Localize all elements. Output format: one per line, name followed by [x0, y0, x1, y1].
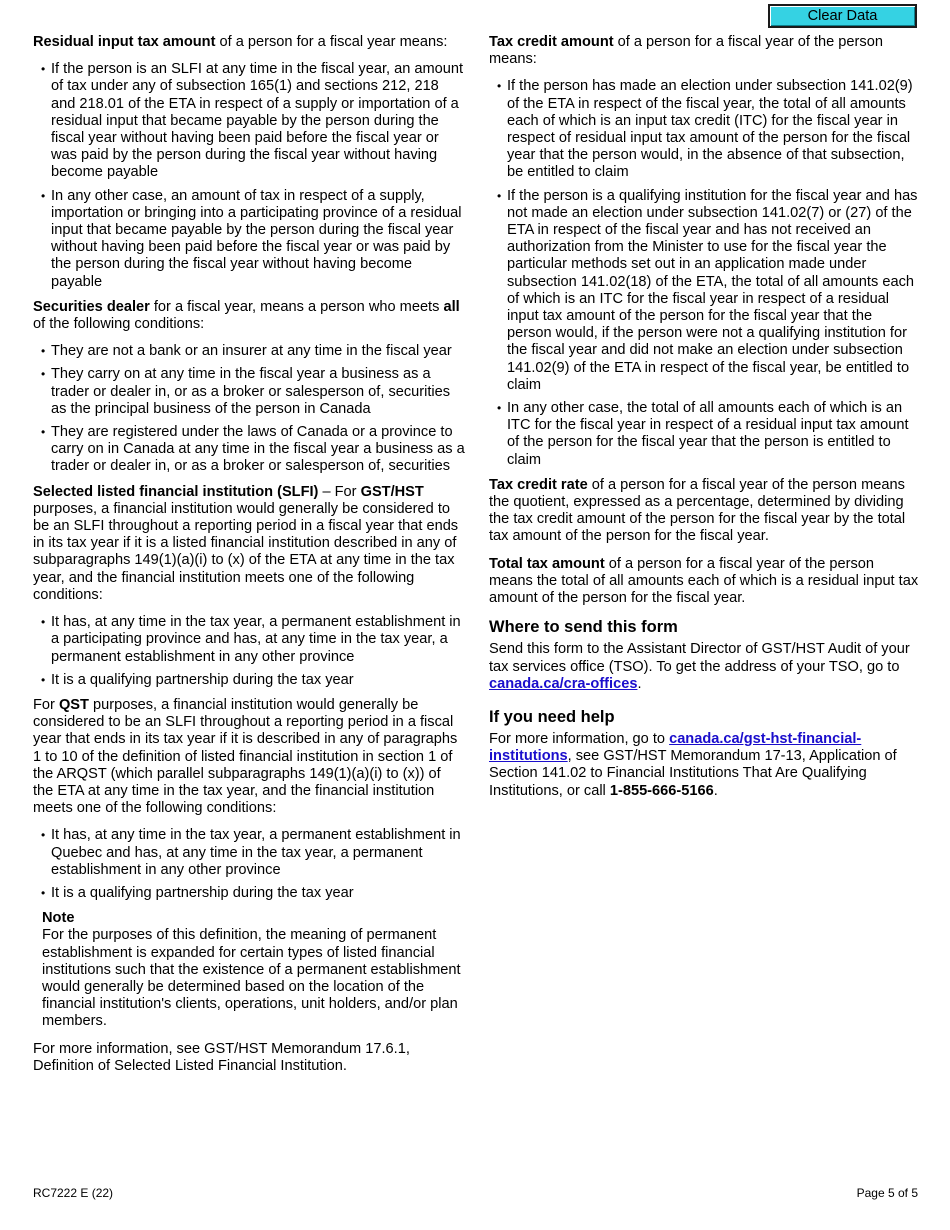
list-item: • It has, at any time in the tax year, a permanent establishment in a participating province and has, at any time in the tax year, a permanent establishment in any other province [33, 614, 465, 666]
residual-intro: of a person for a fiscal year means: [215, 34, 448, 50]
tax-credit-rate-text: of a person for a fiscal year of the person means the quotient, expressed as a percentage, determined by dividing the tax credit amount of the person for the fiscal year by the total tax amount of the person for the fiscal year. [489, 476, 906, 545]
residual-list [33, 61, 465, 291]
where-to-send-heading: Where to send this form [489, 618, 678, 637]
residual-term: Residual input tax amount [33, 34, 216, 50]
residual-definition [33, 34, 465, 51]
list-item: • If the person has made an election under subsection 141.02(9) of the ETA in respect of the fiscal year, the total of all amounts each of which is an input tax credit (ITC) for the fiscal year in respect of residual input tax amount of the person for the fiscal year that the person would, in the absence of that subsection, be entitled to claim [489, 78, 919, 181]
slfi-gst-hst: GST/HST [360, 483, 424, 500]
list-item: • It is a qualifying partnership during the tax year [33, 672, 465, 689]
total-tax-amount-text: of a person for a fiscal year of the person means the total of all amounts each of which is a residual input tax amount of the person for the fiscal year. [489, 555, 919, 607]
list-item: • They carry on at any time in the fiscal year a business as a trader or dealer in, or as a broker or salesperson of, securities as the principal business of the person in Canada [33, 366, 465, 418]
tax-credit-amount-definition [489, 34, 919, 68]
where-to-send-text: Send this form to the Assistant Director of GST/HST Audit of your tax services office (TSO). To get the address of your TSO, go to [489, 641, 910, 675]
list-item: • If the person is an SLFI at any time in the fiscal year, an amount of tax under any of subsection 165(1) and sections 212, 218 and 218.01 of the ETA in respect of a supply or importation of a residual input that became payable by the person during the fiscal year without having been paid before the fiscal year or was paid by the person during the fiscal year without having become payable [33, 61, 465, 181]
form-code: RC7222 E (22) [33, 1186, 114, 1200]
qst-list [33, 827, 465, 902]
help-text-b: , see GST/HST Memorandum 17-13, Application of Section 141.02 to Financial Institutions That Are Qualifying Institutions, or call [489, 748, 897, 799]
slfi-intro: purposes, a financial institution would generally be considered to be an SLFI throughout a reporting period in a fiscal year that ends in its tax year if it is a listed financial institution described in any of subparagraphs 149(1)(a)(i) to (x) of the ETA at any time in the tax year, and the financial institution meets one of the following conditions: [33, 500, 459, 603]
list-item: • In any other case, an amount of tax in respect of a supply, importation or bringing into a participating province of a residual input that became payable by the person during the fiscal year without having been paid before the fiscal year or was paid by the person during the fiscal year without having become payable [33, 188, 465, 291]
total-tax-amount-term: Total tax amount [489, 555, 605, 572]
list-item: • If the person is a qualifying institution for the fiscal year and has not made an election under subsection 141.02(7) or (27) of the ETA in respect of the fiscal year and has not received an authorization from the Minister to use for the fiscal year the particular methods set out in an application made under subsection 141.02(18) of the ETA, the total of all amounts each of which is an ITC for the fiscal year in respect of a residual input tax amount of the person for the fiscal year that the person would, if the person were not a qualifying institution for the fiscal year and did not make an election under subsection 141.02(9) of the ETA in respect of the fiscal year, be entitled to claim [489, 188, 919, 394]
where-to-send-paragraph [489, 641, 919, 693]
list-item: • It is a qualifying partnership during the tax year [33, 885, 465, 902]
help-end: . [713, 782, 718, 799]
securities-intro-bold: all [443, 298, 460, 315]
financial-institutions-link[interactable]: canada.ca/gst-hst-financial-institutions [489, 730, 862, 765]
list-item: • It has, at any time in the tax year, a permanent establishment in Quebec and has, at any time in the tax year, a permanent establishment in any other province [33, 827, 465, 879]
list-item: • In any other case, the total of all amounts each of which is an ITC for the fiscal year in respect of a residual input tax amount of the person for the fiscal year that the person is entitled to claim [489, 400, 919, 469]
slfi-definition [33, 484, 465, 604]
securities-list [33, 343, 465, 475]
left-column [33, 34, 465, 1085]
list-item: • They are not a bank or an insurer at any time in the fiscal year [33, 343, 465, 360]
note-title: Note [42, 910, 75, 927]
tax-credit-amount-intro: of a person for a fiscal year of the person means: [489, 34, 883, 68]
help-phone: 1-855-666-5166 [609, 782, 714, 799]
slfi-list [33, 614, 465, 689]
clear-data-button[interactable]: Clear Data [768, 4, 917, 28]
securities-definition [33, 299, 465, 333]
tax-credit-amount-term: Tax credit amount [489, 34, 614, 50]
help-heading: If you need help [489, 707, 615, 726]
note-box [33, 910, 465, 1030]
tax-credit-rate-term: Tax credit rate [489, 476, 588, 493]
qst-text: purposes, a financial institution would generally be considered to be an SLFI throughout a reporting period in a fiscal year that ends in its tax year if it is described in any of paragraphs 1 to 10 of the definition of listed financial institution in section 1 of the ARQST (which parallel subparagraphs 149(1)(a)(i) to (x)) of the ETA at any time in the tax year, and the financial institution meets one of the following conditions: [33, 696, 458, 817]
securities-intro-b: of the following conditions: [33, 316, 205, 333]
securities-intro-a: for a fiscal year, means a person who meets [149, 298, 444, 315]
securities-term: Securities dealer [33, 298, 150, 315]
where-to-send-end: . [637, 675, 642, 692]
help-text-a: For more information, go to [489, 730, 670, 747]
qst-bold: QST [58, 696, 89, 713]
more-info-paragraph: For more information, see GST/HST Memorandum 17.6.1, Definition of Selected Listed Financial Institution. [33, 1040, 410, 1074]
slfi-dash: – For [318, 483, 361, 500]
total-tax-amount-definition [489, 556, 919, 608]
note-text: For the purposes of this definition, the meaning of permanent establishment is expanded for certain types of listed financial institutions such that the existence of a permanent establishment would generally be determined based on the location of the financial institution's clients, operations, unit holders, and/or plan members. [42, 927, 461, 1030]
page-number: Page 5 of 5 [856, 1186, 918, 1200]
slfi-term: Selected listed financial institution (SLFI) [33, 483, 319, 500]
tax-credit-rate-definition [489, 477, 919, 546]
qst-for: For [33, 696, 59, 713]
list-item: • They are registered under the laws of Canada or a province to carry on in Canada at any time in the fiscal year a business as a trader or dealer in, or as a broker or salesperson of, securities [33, 424, 465, 476]
tax-credit-amount-list [489, 78, 919, 468]
help-paragraph [489, 731, 919, 800]
right-column [489, 34, 919, 810]
cra-offices-link[interactable]: canada.ca/cra-offices [489, 675, 638, 692]
qst-paragraph [33, 697, 465, 817]
